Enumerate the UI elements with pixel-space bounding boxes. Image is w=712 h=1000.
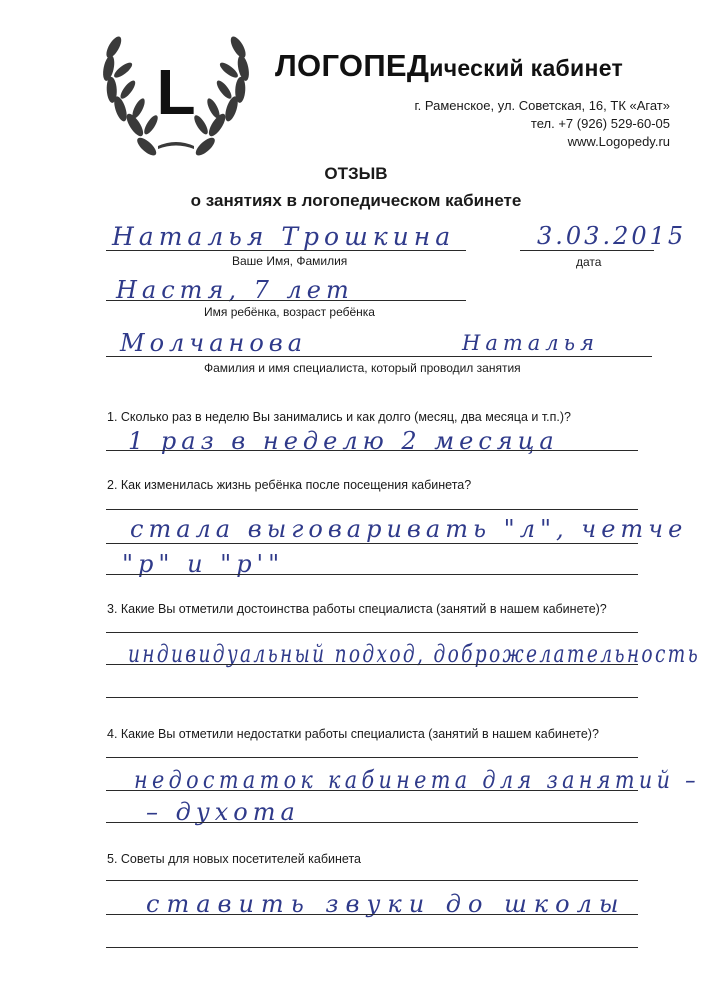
answer-5-line-1: ставить звуки до школы (146, 890, 626, 918)
answer-line (106, 880, 638, 881)
child-value: Настя, 7 лет (116, 276, 354, 304)
answer-line (106, 947, 638, 948)
question-1: 1. Сколько раз в неделю Вы занимались и как долго (месяц, два месяца и т.п.)? (107, 410, 571, 424)
address: г. Раменское, ул. Советская, 16, ТК «Агат» (414, 98, 670, 113)
specialist-label: Фамилия и имя специалиста, который проводил занятия (204, 361, 521, 375)
question-3: 3. Какие Вы отметили достоинства работы специалиста (занятий в нашем кабинете)? (107, 602, 607, 616)
logo-letter: L (156, 56, 196, 128)
answer-line (106, 664, 638, 665)
answer-line (106, 757, 638, 758)
phone: тел. +7 (926) 529-60-05 (530, 116, 670, 131)
answer-line (106, 697, 638, 698)
answer-line (106, 450, 638, 451)
name-line (106, 250, 466, 251)
date-line (520, 250, 654, 251)
name-value: Наталья Трошкина (112, 222, 456, 251)
form-title: ОТЗЫВ (324, 164, 388, 183)
answer-4-line-2: – духота (146, 798, 300, 826)
specialist-surname: Молчанова (120, 329, 308, 357)
question-4: 4. Какие Вы отметили недостатки работы специалиста (занятий в нашем кабинете)? (107, 727, 599, 741)
date-label: дата (576, 255, 602, 269)
answer-3-line-1: индивидуальный подход, доброжелательность (128, 640, 701, 668)
answer-line (106, 543, 638, 544)
brand-rest: ический кабинет (429, 55, 624, 81)
specialist-name: Наталья (462, 331, 599, 355)
brand-bold: ЛОГОПЕД (275, 48, 430, 83)
answer-4-line-1: недостаток кабинета для занятий – (134, 766, 700, 794)
answer-line (106, 509, 638, 510)
question-2: 2. Как изменилась жизнь ребёнка после посещения кабинета? (107, 478, 472, 492)
answer-2-line-2: "р" и "р'" (122, 550, 285, 578)
website: www.Logopedy.ru (567, 134, 670, 149)
brand-name (275, 48, 623, 84)
answer-line (106, 790, 638, 791)
child-line (106, 300, 466, 301)
answer-line (106, 914, 638, 915)
answer-line (106, 574, 638, 575)
form-subtitle: о занятиях в логопедическом кабинете (190, 191, 522, 210)
specialist-line (106, 356, 652, 357)
answer-2-line-1: стала выговаривать "л", четче (130, 515, 688, 543)
question-5: 5. Советы для новых посетителей кабинета (107, 852, 361, 866)
answer-line (106, 632, 638, 633)
child-label: Имя ребёнка, возраст ребёнка (204, 305, 375, 319)
name-label: Ваше Имя, Фамилия (232, 254, 348, 268)
answer-1-line-1: 1 раз в неделю 2 месяца (128, 427, 559, 455)
laurel-logo-icon (100, 18, 252, 158)
date-value: 3.03.2015 (537, 222, 687, 250)
answer-line (106, 822, 638, 823)
